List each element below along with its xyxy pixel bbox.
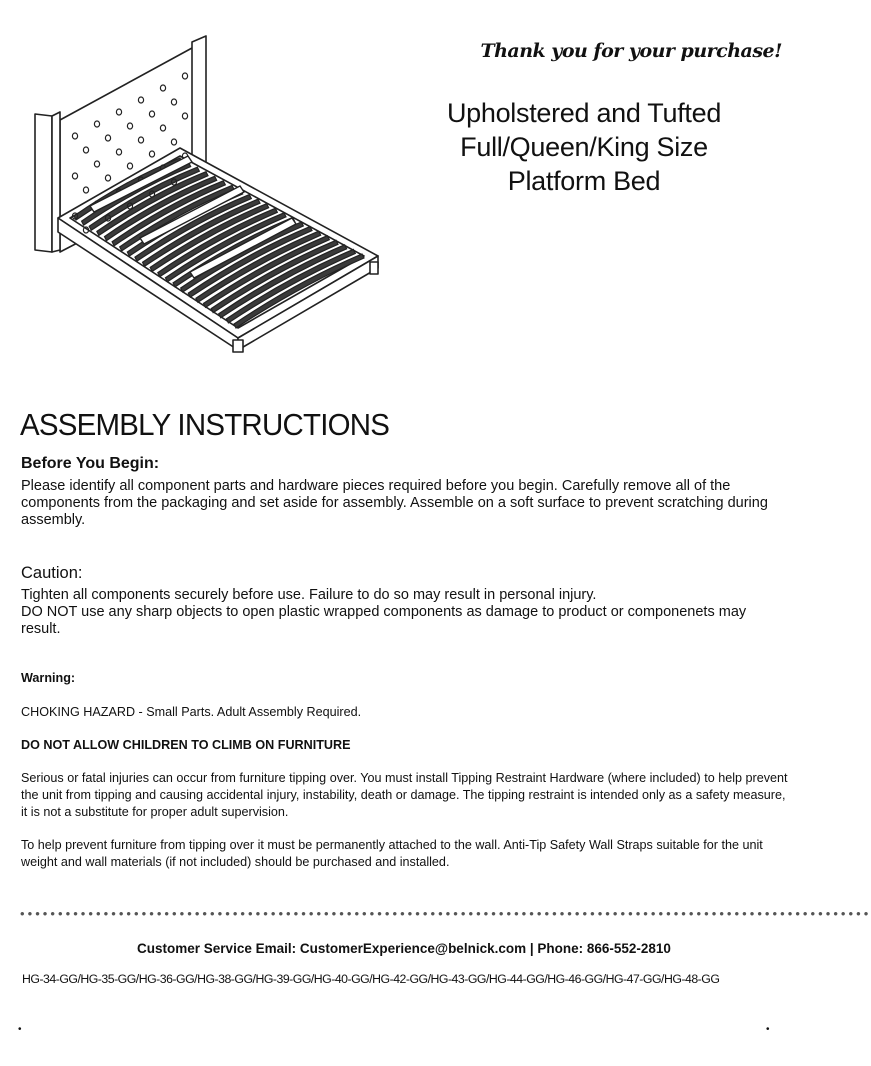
thank-you-note: Thank you for your purchase! [480, 40, 782, 62]
customer-service-contact: Customer Service Email: CustomerExperience@belnick.com | Phone: 866-552-2810 [137, 941, 671, 956]
title-line-3: Platform Bed [507, 166, 661, 196]
tipping-warning-text: Serious or fatal injuries can occur from furniture tipping over. You must install Tipping Restraint Hardware (where included) to help prevent the unit from tipping and causing accidental injury, instability, death or damage. The tipping restraint is intended only as a safety measure, it is not a substitute for proper adult supervision. [21, 771, 788, 819]
title-line-2: Full/Queen/King Size [460, 132, 708, 162]
before-you-begin-heading: Before You Begin: [21, 455, 160, 472]
corner-mark-right: • [766, 1024, 770, 1035]
title-line-1: Upholstered and Tufted [446, 98, 722, 128]
caution-heading: Caution: [21, 564, 83, 582]
product-title [420, 96, 748, 198]
wall-anchor-text: To help prevent furniture from tipping over it must be permanently attached to the wall. Anti-Tip Safety Wall Straps suitable for the unit weight and wall materials (if not included) should be purchased and installed. [21, 838, 763, 869]
bed-illustration [30, 28, 410, 358]
no-climb-warning: DO NOT ALLOW CHILDREN TO CLIMB ON FURNITURE [21, 738, 351, 752]
caution-line-2: DO NOT use any sharp objects to open plastic wrapped components as damage to product or componenets may result. [21, 604, 747, 637]
dotted-divider: •••••••••••••••••••••••••••••••••••••••••••••••••••••••••••••••••••••••••••••••••••••••••••••••••••••••••••••••• [20, 906, 871, 921]
assembly-instructions-heading: ASSEMBLY INSTRUCTIONS [20, 407, 390, 442]
model-numbers: HG-34-GG/HG-35-GG/HG-36-GG/HG-38-GG/HG-39-GG/HG-40-GG/HG-42-GG/HG-43-GG/HG-44-GG/HG-46-GG/HG-47-GG/HG-48-GG [22, 972, 720, 986]
caution-line-1: Tighten all components securely before use. Failure to do so may result in personal injury. [21, 587, 597, 603]
choking-hazard-text: CHOKING HAZARD - Small Parts. Adult Assembly Required. [21, 705, 362, 719]
corner-mark-left: • [18, 1024, 22, 1035]
before-you-begin-text: Please identify all component parts and hardware pieces required before you begin. Carefully remove all of the components from the packaging and set aside for assembly. Assemble on a soft surface to prevent scratching during assembly. [21, 478, 768, 528]
warning-heading: Warning: [21, 671, 76, 685]
